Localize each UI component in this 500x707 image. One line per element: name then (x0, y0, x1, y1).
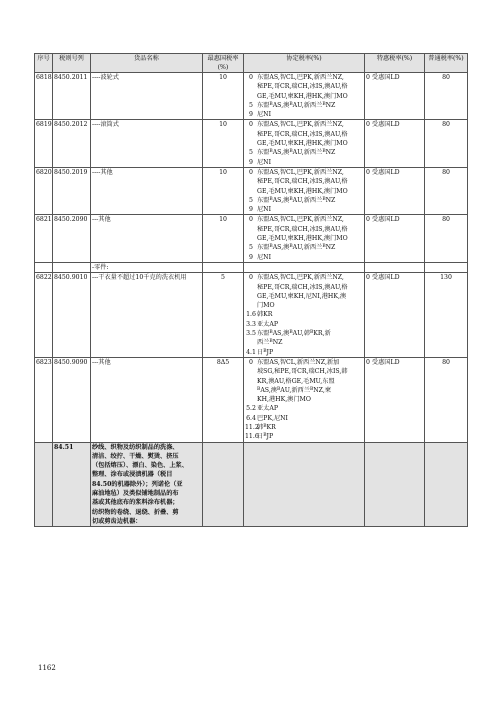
agreement-line (245, 92, 363, 101)
agreement-line (245, 243, 363, 252)
heading-empty-cell (365, 442, 425, 527)
mfn-cell: 10 (203, 167, 244, 214)
agreement-text: 韩$^B$KR (257, 423, 276, 431)
agreement-text: 尼NI (257, 253, 272, 261)
special-cell: 0 受惠国LD (365, 73, 425, 120)
agreement-text: 韩KR (257, 311, 273, 319)
agreement-rate: 9 (249, 206, 253, 214)
agreement-rate: 0 (249, 274, 253, 282)
seq-cell (35, 262, 53, 272)
heading-line: 纱线、织物及纺织制品的洗涤、 (92, 443, 179, 451)
agreement-rate (245, 177, 257, 186)
heading-empty-cell (425, 442, 468, 527)
agreement-rate: 9 (249, 111, 253, 119)
general-cell: 130 (425, 273, 468, 358)
agreement-text: 东盟$^B$AS,澳$^B$AU,新西兰$^B$NZ (257, 149, 336, 157)
agreement-rate: 0 (249, 216, 253, 224)
agreement-text: 秘PE,哥CR,瑞CH,冰IS,澳AU,格 (257, 130, 348, 138)
code-cell: 8450.9090 (53, 357, 91, 442)
special-cell: 0 受惠国LD (365, 215, 425, 262)
seq-cell: 6823 (35, 357, 53, 442)
name-cell: ----滚筒式 (91, 120, 203, 167)
special-cell: 0 受惠国LD (365, 120, 425, 167)
agreement-rate: 9 (249, 253, 253, 261)
heading-empty-cell (244, 442, 365, 527)
agreement-rate: 5 (249, 101, 253, 109)
header-special: 特惠税率(%) (365, 54, 425, 73)
agreement-rate (245, 225, 257, 234)
table-row (35, 167, 468, 214)
agreement-cell (244, 262, 365, 272)
agreement-line (245, 158, 363, 167)
agreement-line (245, 101, 363, 110)
mfn-cell: 10 (203, 215, 244, 262)
agreement-line (245, 423, 363, 432)
agreement-line (245, 148, 363, 157)
header-code: 税则号列 (53, 54, 91, 73)
table-row (35, 273, 468, 358)
seq-cell: 6818 (35, 73, 53, 120)
tariff-table (34, 53, 468, 527)
agreement-text: 日$^B$JP (257, 433, 274, 441)
agreement-line (245, 377, 363, 386)
agreement-line (245, 130, 363, 139)
agreement-text: 东盟$^B$AS,澳$^B$AU,新西兰$^B$NZ (257, 196, 336, 204)
seq-cell: 6820 (35, 167, 53, 214)
agreement-text: 东盟AS,智CL,巴PK,新西兰NZ, (257, 274, 344, 282)
agreement-text: $^B$AS,澳$^B$AU,新西兰$^B$NZ,柬 (257, 386, 332, 394)
agreement-text: 东盟AS,智CL,巴PK,新西兰NZ, (257, 121, 344, 129)
agreement-rate (245, 292, 257, 301)
header-name: 货品名称 (91, 54, 203, 73)
agreement-text: 东盟AS,智CL,新西兰NZ,新加 (257, 358, 340, 366)
general-cell: 80 (425, 167, 468, 214)
agreement-rate (245, 386, 257, 395)
page-number: 1162 (38, 664, 56, 672)
agreement-line (245, 225, 363, 234)
agreement-rate (245, 82, 257, 91)
agreement-rate (245, 187, 257, 196)
agreement-rate: 4.1 (246, 348, 256, 356)
agreement-rate (245, 301, 257, 310)
agreement-text: GE,毛MU,柬KH,尼NI,港HK,澳 (257, 292, 347, 300)
agreement-rate (245, 139, 257, 148)
agreement-line (245, 273, 363, 282)
agreement-rate: 5 (249, 149, 253, 157)
agreement-text: KR,澳AU,格GE,毛MU,东盟 (257, 377, 335, 385)
agreement-line (245, 358, 363, 367)
agreement-line (245, 320, 363, 329)
seq-cell: 6822 (35, 273, 53, 358)
agreement-line (245, 386, 363, 395)
heading-line: 清洁、绞拧、干燥、熨烫、挤压 (92, 452, 179, 460)
code-cell: 8450.2019 (53, 167, 91, 214)
agreement-line (245, 310, 363, 319)
seq-cell: 6819 (35, 120, 53, 167)
agreement-cell (244, 120, 365, 167)
agreement-text: GE,毛MU,柬KH,港HK,澳门MO (257, 235, 348, 243)
agreement-cell (244, 357, 365, 442)
agreement-rate (245, 283, 257, 292)
agreement-line (245, 196, 363, 205)
mfn-cell: 10 (203, 120, 244, 167)
name-cell: ---干衣量不超过10千克的洗衣机用 (91, 273, 203, 358)
heading-seq-cell (35, 442, 53, 527)
header-mfn: 最惠国税率(%) (203, 54, 244, 73)
agreement-cell (244, 73, 365, 120)
agreement-line (245, 301, 363, 310)
agreement-rate: 1.6 (246, 311, 256, 319)
table-row (35, 215, 468, 262)
agreement-rate: 0 (249, 358, 253, 366)
agreement-text: 坡SG,秘PE,哥CR,瑞CH,冰IS,韩 (257, 368, 348, 376)
name-cell: ---其他 (91, 215, 203, 262)
agreement-rate: 0 (249, 74, 253, 81)
agreement-line (245, 414, 363, 423)
table-row (35, 73, 468, 120)
name-cell: ----其他 (91, 167, 203, 214)
header-seq: 序号 (35, 54, 53, 73)
agreement-text: 东盟AS,智CL,巴PK,新西兰NZ, (257, 74, 344, 81)
table-row (35, 357, 468, 442)
agreement-text: 亚太AP (257, 320, 279, 328)
agreement-text: 尼NI (257, 206, 272, 214)
name-cell: ---其他 (91, 357, 203, 442)
special-cell: 0 受惠国LD (365, 167, 425, 214)
agreement-text: 东盟$^B$AS,澳$^B$AU,新西兰$^B$NZ (257, 101, 336, 109)
agreement-rate (245, 234, 257, 243)
agreement-cell (244, 273, 365, 358)
agreement-rate: 3.3 (246, 320, 256, 328)
agreement-rate (245, 130, 257, 139)
mfn-cell (203, 262, 244, 272)
agreement-rate: 5 (249, 196, 253, 204)
agreement-line (245, 329, 363, 338)
agreement-line (245, 110, 363, 119)
header-general: 普通税率(%) (425, 54, 468, 73)
agreement-rate (245, 92, 257, 101)
header-row (35, 54, 468, 73)
agreement-rate: 11.2 (245, 423, 259, 431)
agreement-line (245, 168, 363, 177)
agreement-line (245, 177, 363, 186)
agreement-line (245, 82, 363, 91)
agreement-rate (245, 338, 257, 347)
agreement-rate: 0 (249, 121, 253, 129)
agreement-rate (245, 377, 257, 386)
agreement-text: 东盟$^B$AS,澳$^B$AU,新西兰$^B$NZ (257, 244, 336, 252)
agreement-line (245, 120, 363, 129)
agreement-rate: 6.4 (246, 414, 256, 422)
agreement-line (245, 234, 363, 243)
heading-line: 纺织物的卷绕、退绕、折叠、剪 (92, 508, 179, 516)
agreement-line (245, 215, 363, 224)
heading-line: 84.50的机器除外）；列诺伦（亚 (92, 480, 183, 488)
mfn-cell: 5 (203, 273, 244, 358)
agreement-text: 亚太AP (257, 405, 279, 413)
agreement-text: 尼NI (257, 111, 272, 119)
agreement-text: 日$^B$JP (257, 348, 274, 356)
heading-code-cell: 84.51 (53, 442, 91, 527)
special-cell (365, 262, 425, 272)
agreement-text: 东盟$^B$AS,澳$^B$AU,韩$^B$KR,新 (257, 330, 331, 338)
heading-empty-cell (203, 442, 244, 527)
agreement-text: 西兰$^B$NZ (257, 339, 283, 347)
agreement-text: 门MO (257, 302, 275, 310)
name-cell: ----波轮式 (91, 73, 203, 120)
general-cell: 80 (425, 357, 468, 442)
code-cell (53, 262, 91, 272)
code-cell: 8450.2011 (53, 73, 91, 120)
table-row (35, 262, 468, 272)
heading-line: （包括熔压）、漂白、染色、上浆、 (92, 462, 188, 470)
agreement-rate: 3.5 (246, 330, 256, 338)
agreement-text: 尼NI (257, 158, 272, 166)
agreement-rate (245, 395, 257, 404)
agreement-text: GE,毛MU,柬KH,港HK,澳门MO (257, 92, 348, 100)
agreement-line (245, 292, 363, 301)
agreement-line (245, 205, 363, 214)
general-cell (425, 262, 468, 272)
agreement-text: 秘PE,哥CR,瑞CH,冰IS,澳AU,格 (257, 178, 348, 186)
agreement-text: 巴PK,尼NI (257, 414, 288, 422)
agreement-text: 东盟AS,智CL,巴PK,新西兰NZ, (257, 216, 344, 224)
agreement-line (245, 395, 363, 404)
heading-name-cell (91, 442, 203, 527)
agreement-line (245, 139, 363, 148)
agreement-line (245, 253, 363, 262)
agreement-text: 秘PE,哥CR,瑞CH,冰IS,澳AU,格 (257, 225, 348, 233)
general-cell: 80 (425, 215, 468, 262)
agreement-text: GE,毛MU,柬KH,港HK,澳门MO (257, 187, 348, 195)
agreement-line (245, 187, 363, 196)
heading-row (35, 442, 468, 527)
agreement-rate: 11.6 (245, 433, 259, 441)
agreement-rate: 5 (249, 244, 253, 252)
agreement-rate: 9 (249, 158, 253, 166)
name-cell: -零件: (91, 262, 203, 272)
agreement-line (245, 338, 363, 347)
header-agreement: 协定税率(%) (244, 54, 365, 73)
agreement-line (245, 404, 363, 413)
agreement-line (245, 283, 363, 292)
agreement-text: GE,毛MU,柬KH,港HK,澳门MO (257, 140, 348, 148)
agreement-text: KH,港HK,澳门MO (257, 396, 311, 404)
special-cell: 0 受惠国LD (365, 273, 425, 358)
code-cell: 8450.9010 (53, 273, 91, 358)
table-row (35, 120, 468, 167)
agreement-line (245, 367, 363, 376)
agreement-text: 秘PE,哥CR,瑞CH,冰IS,澳AU,格 (257, 283, 348, 291)
agreement-line (245, 348, 363, 357)
mfn-cell: 8Δ5 (203, 357, 244, 442)
code-cell: 8450.2012 (53, 120, 91, 167)
agreement-rate (245, 367, 257, 376)
agreement-text: 东盟AS,智CL,巴PK,新西兰NZ, (257, 168, 344, 176)
agreement-rate: 0 (249, 168, 253, 176)
general-cell: 80 (425, 120, 468, 167)
agreement-rate: 5.2 (246, 405, 256, 413)
code-cell: 8450.2090 (53, 215, 91, 262)
mfn-cell: 10 (203, 73, 244, 120)
heading-line: 整理、涂布或浸渍机器（税目 (92, 471, 173, 479)
heading-line: 麻油地毡）及类似铺地制品的布 (92, 490, 179, 498)
agreement-line (245, 73, 363, 82)
agreement-cell (244, 215, 365, 262)
agreement-line (245, 432, 363, 441)
agreement-text: 秘PE,哥CR,瑞CH,冰IS,澳AU,格 (257, 83, 348, 91)
heading-line: 切或剪齿边机器： (92, 517, 142, 525)
agreement-cell (244, 167, 365, 214)
seq-cell: 6821 (35, 215, 53, 262)
special-cell: 0 受惠国LD (365, 357, 425, 442)
general-cell: 80 (425, 73, 468, 120)
heading-line: 基或其他底布的浆料涂布机器； (92, 499, 179, 507)
